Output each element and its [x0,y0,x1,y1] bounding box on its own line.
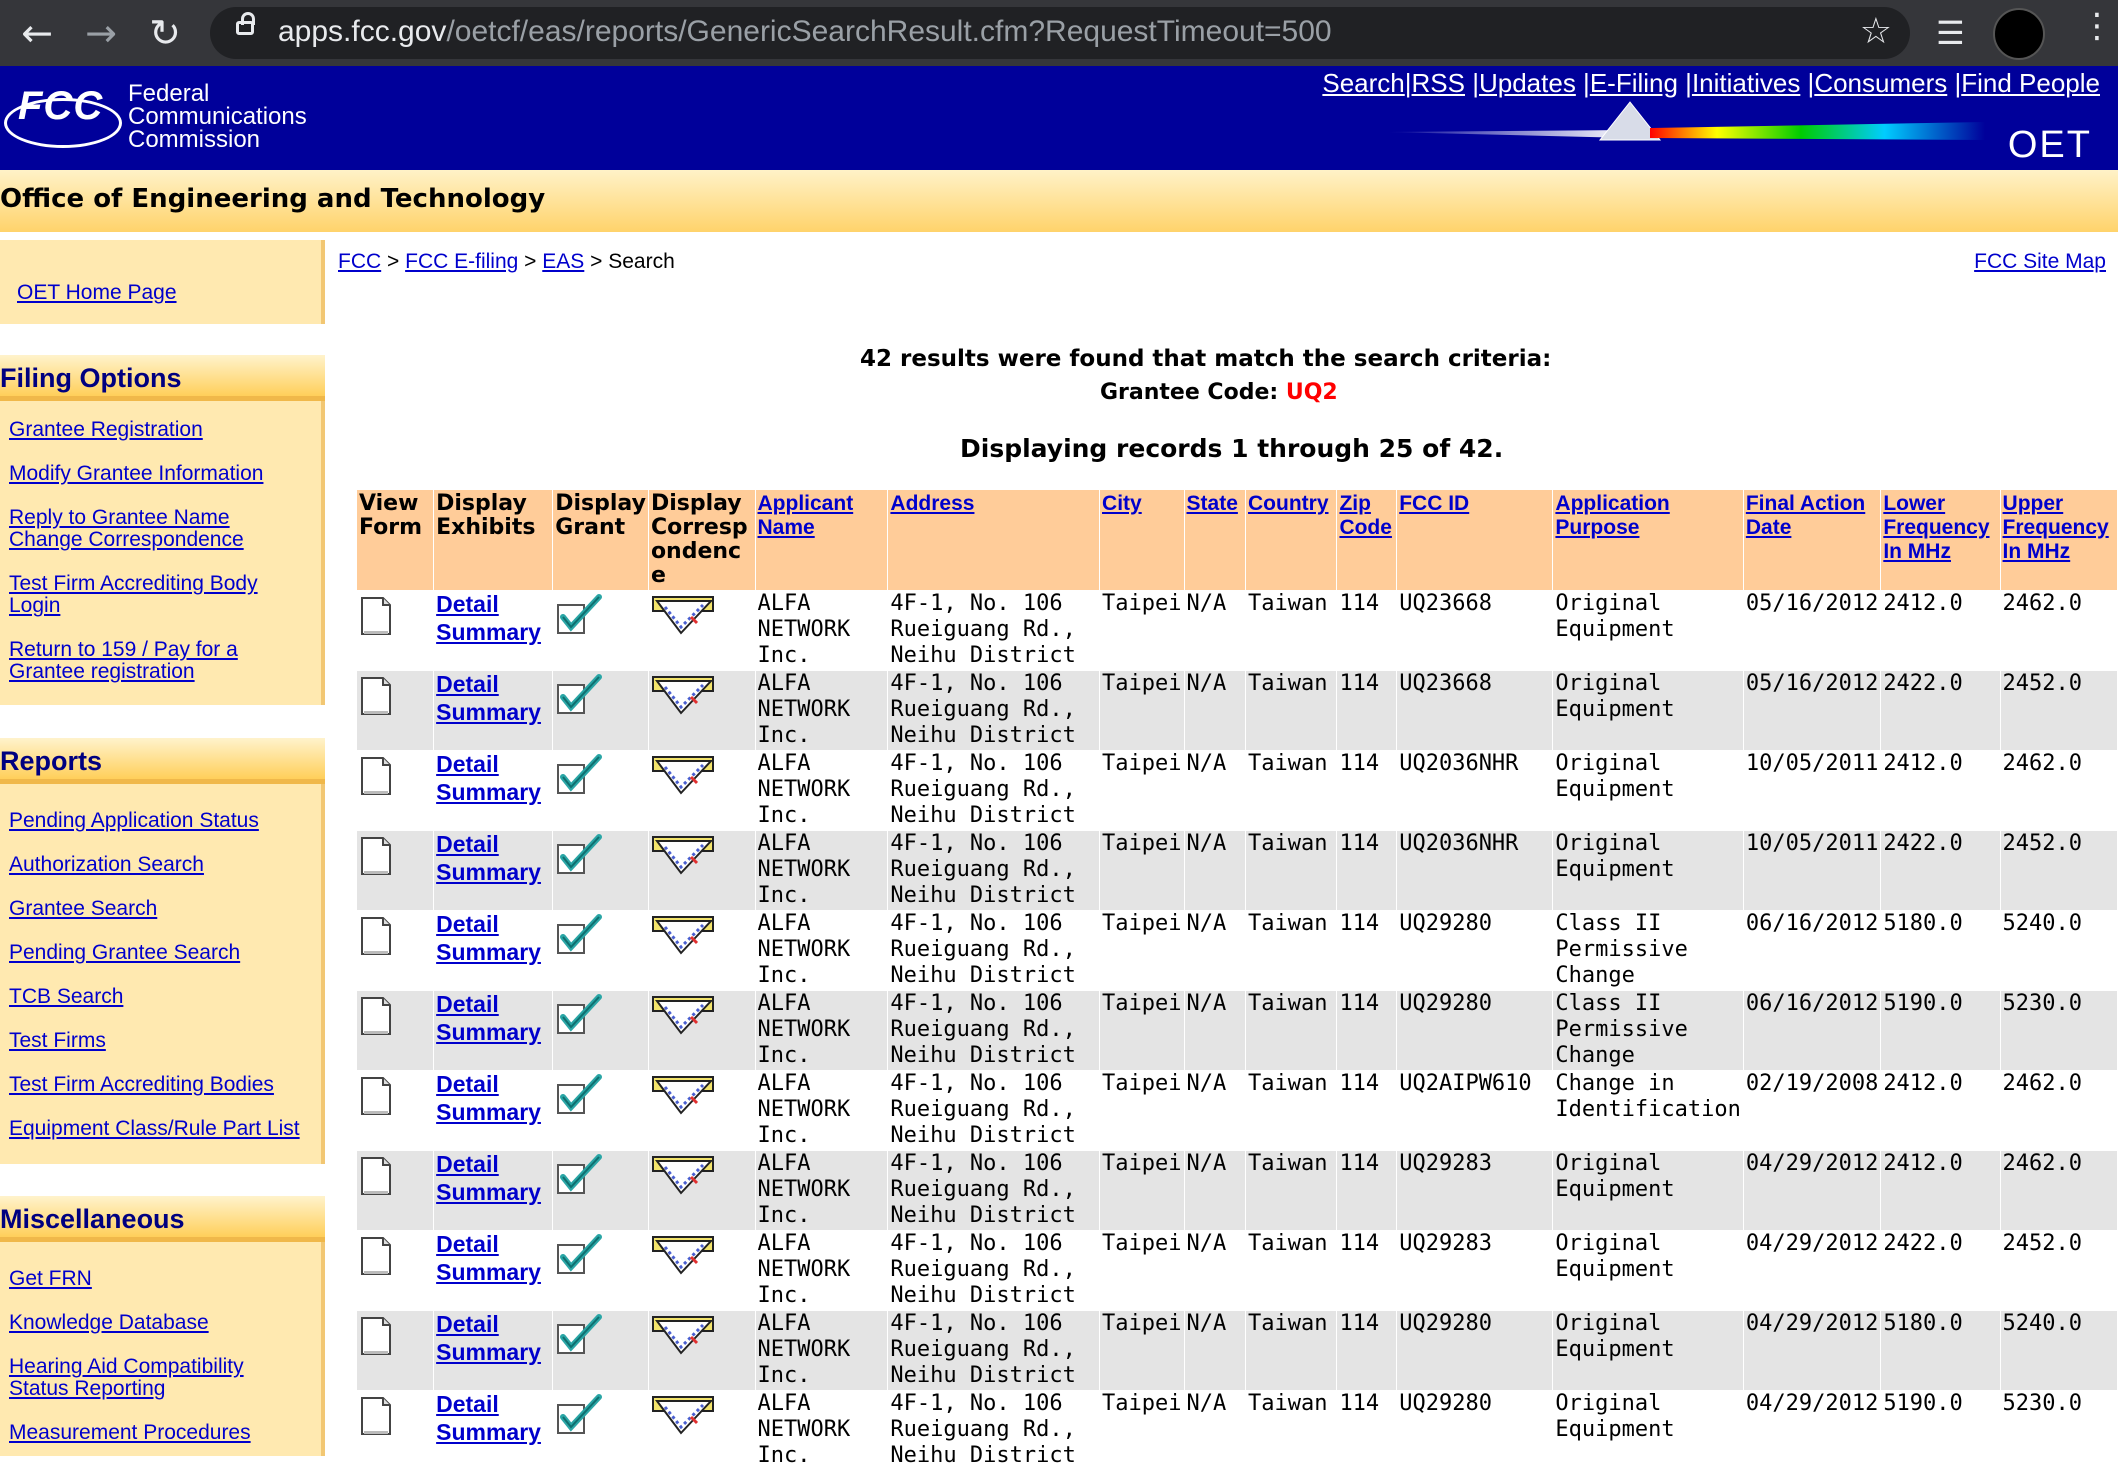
fcc-id-cell: UQ29283 [1397,1151,1553,1231]
correspondence-cell [648,911,755,991]
address-cell: 4F-1, No. 106 Rueiguang Rd., Neihu District [888,831,1100,911]
correspondence-envelope-icon[interactable] [651,1153,717,1199]
table-row [357,1231,2118,1311]
col-display-exhibits: Display Exhibits [434,490,553,591]
grant-cell [553,991,649,1071]
exhibits-cell [434,591,553,671]
exhibits-cell [434,751,553,831]
address-cell: 4F-1, No. 106 Rueiguang Rd., Neihu District [888,1071,1100,1151]
results-header-row [357,490,2118,591]
detail-summary-link[interactable]: Detail Summary [436,591,541,645]
correspondence-cell [648,831,755,911]
state-cell: N/A [1184,591,1246,671]
purpose-cell: Original Equipment [1553,1231,1743,1311]
final-date-cell: 04/29/2012 [1743,1151,1880,1231]
address-cell: 4F-1, No. 106 Rueiguang Rd., Neihu District [888,1391,1100,1471]
view-form-icon[interactable] [359,755,393,797]
view-form-cell [357,591,434,671]
top-nav-links: Search|RSS |Updates |E-Filing |Initiatives |Consumers |Find People [1322,68,2100,98]
purpose-cell: Original Equipment [1553,831,1743,911]
correspondence-envelope-icon[interactable] [651,1313,717,1359]
fcc-id-cell: UQ2AIPW610 [1397,1071,1553,1151]
view-form-icon[interactable] [359,1075,393,1117]
upper-freq-cell: 5230.0 [2000,1391,2117,1471]
country-cell: Taiwan [1246,1231,1337,1311]
view-form-cell [357,1071,434,1151]
upper-freq-cell: 2462.0 [2000,591,2117,671]
city-cell: Taipei [1100,751,1184,831]
correspondence-envelope-icon[interactable] [651,993,717,1039]
correspondence-envelope-icon[interactable] [651,673,717,719]
city-cell: Taipei [1100,591,1184,671]
exhibits-cell [434,1151,553,1231]
sort-state[interactable]: State [1186,492,1238,515]
table-row [357,991,2118,1071]
exhibits-cell [434,1231,553,1311]
lower-freq-cell: 2422.0 [1881,671,2000,751]
view-form-icon[interactable] [359,995,393,1037]
detail-summary-link[interactable]: Detail Summary [436,1231,541,1285]
prism-beam-graphic [1385,100,1985,148]
detail-summary-link[interactable]: Detail Summary [436,831,541,885]
exhibits-cell [434,831,553,911]
lower-freq-cell: 5180.0 [1881,1311,2000,1391]
applicant-cell: ALFA NETWORK Inc. [755,1391,888,1471]
grant-cell [553,1391,649,1471]
final-date-cell: 04/29/2012 [1743,1311,1880,1391]
upper-freq-cell: 5240.0 [2000,1311,2117,1391]
applicant-cell: ALFA NETWORK Inc. [755,751,888,831]
grant-cell [553,831,649,911]
city-cell: Taipei [1100,1231,1184,1311]
fcc-id-cell: UQ2036NHR [1397,831,1553,911]
applicant-cell: ALFA NETWORK Inc. [755,671,888,751]
exhibits-cell [434,1391,553,1471]
sidebar-item-equipment-class[interactable]: Equipment Class/Rule Part List [9,1117,300,1140]
lower-freq-cell: 5180.0 [1881,911,2000,991]
sidebar-item-measurement[interactable]: Measurement Procedures [9,1421,251,1444]
final-date-cell: 04/29/2012 [1743,1391,1880,1471]
sidebar-item-knowledge-db[interactable]: Knowledge Database [9,1311,209,1334]
view-form-cell [357,1151,434,1231]
view-form-icon[interactable] [359,1395,393,1437]
applicant-cell: ALFA NETWORK Inc. [755,1311,888,1391]
forward-arrow-icon[interactable]: → [85,11,117,55]
city-cell: Taipei [1100,991,1184,1071]
top-link-find-people[interactable]: Find People [1961,68,2100,98]
exhibits-cell [434,671,553,751]
lower-freq-cell: 5190.0 [1881,1391,2000,1471]
top-link-rss[interactable]: RSS [1411,68,1465,98]
sidebar-item-grantee-search[interactable]: Grantee Search [9,897,158,920]
lower-freq-cell: 2412.0 [1881,1151,2000,1231]
sidebar-oet-home[interactable]: OET Home Page [17,281,177,304]
correspondence-cell [648,671,755,751]
detail-summary-link[interactable]: Detail Summary [436,1391,541,1445]
reload-icon[interactable]: ↻ [149,11,181,55]
table-row [357,1071,2118,1151]
fcc-id-cell: UQ29283 [1397,1231,1553,1311]
city-cell: Taipei [1100,1151,1184,1231]
country-cell: Taiwan [1246,671,1337,751]
state-cell: N/A [1184,671,1246,751]
sidebar-item-return-159[interactable]: Return to 159 / Pay for a Grantee registration [9,638,238,683]
country-cell: Taiwan [1246,991,1337,1071]
fcc-id-cell: UQ23668 [1397,671,1553,751]
applicant-cell: ALFA NETWORK Inc. [755,991,888,1071]
sidebar-heading-reports: Reports [0,738,325,784]
display-records-text: Displaying records 1 through 25 of 42. [960,434,1504,463]
view-form-icon[interactable] [359,595,393,637]
sort-upper-frequency[interactable]: Upper Frequency In MHz [2002,492,2109,563]
city-cell: Taipei [1100,911,1184,991]
col-view-form: View Form [357,490,434,591]
zip-cell: 114 [1337,911,1397,991]
country-cell: Taiwan [1246,831,1337,911]
office-title: Office of Engineering and Technology [0,184,546,214]
url-text: apps.fcc.gov/oetcf/eas/reports/GenericSearchResult.cfm?RequestTimeout=500 [278,15,1332,48]
grant-cell [553,751,649,831]
view-form-cell [357,671,434,751]
view-form-cell [357,1231,434,1311]
zip-cell: 114 [1337,1231,1397,1311]
sidebar-item-reply-grantee-name[interactable]: Reply to Grantee Name Change Correspondence [9,506,244,551]
sort-applicant-name[interactable]: Applicant Name [757,492,854,539]
country-cell: Taiwan [1246,911,1337,991]
breadcrumb-fcc[interactable]: FCC [338,250,382,273]
purpose-cell: Original Equipment [1553,1151,1743,1231]
col-display-correspondence: Display Correspondence [648,490,755,591]
zip-cell: 114 [1337,991,1397,1071]
exhibits-cell [434,991,553,1071]
sort-application-purpose[interactable]: Application Purpose [1555,492,1670,539]
correspondence-envelope-icon[interactable] [651,1073,717,1119]
sidebar-item-hearing-aid[interactable]: Hearing Aid Compatibility Status Reporting [9,1355,244,1400]
correspondence-cell [648,591,755,671]
purpose-cell: Original Equipment [1553,1311,1743,1391]
zip-cell: 114 [1337,1311,1397,1391]
display-grant-icon[interactable] [555,1153,603,1197]
breadcrumb-eas[interactable]: EAS [542,250,585,273]
final-date-cell: 05/16/2012 [1743,671,1880,751]
country-cell: Taiwan [1246,1071,1337,1151]
view-form-cell [357,751,434,831]
purpose-cell: Class II Permissive Change [1553,911,1743,991]
upper-freq-cell: 2462.0 [2000,1071,2117,1151]
display-grant-icon[interactable] [555,993,603,1037]
correspondence-cell [648,1151,755,1231]
fcc-id-cell: UQ29280 [1397,991,1553,1071]
correspondence-envelope-icon[interactable] [651,753,717,799]
breadcrumb: FCC > FCC E-filing > EAS > Search [338,250,675,273]
fcc-id-cell: UQ23668 [1397,591,1553,671]
sidebar-item-test-firm-login[interactable]: Test Firm Accrediting Body Login [9,572,258,617]
top-link-efiling[interactable]: E-Filing [1589,68,1678,98]
zip-cell: 114 [1337,591,1397,671]
address-cell: 4F-1, No. 106 Rueiguang Rd., Neihu District [888,751,1100,831]
top-link-search[interactable]: Search [1322,68,1405,98]
sidebar-item-test-firm-bodies[interactable]: Test Firm Accrediting Bodies [9,1073,274,1096]
state-cell: N/A [1184,991,1246,1071]
detail-summary-link[interactable]: Detail Summary [436,1311,541,1365]
address-cell: 4F-1, No. 106 Rueiguang Rd., Neihu District [888,991,1100,1071]
zip-cell: 114 [1337,1071,1397,1151]
purpose-cell: Original Equipment [1553,591,1743,671]
grant-cell [553,591,649,671]
applicant-cell: ALFA NETWORK Inc. [755,1231,888,1311]
upper-freq-cell: 2452.0 [2000,671,2117,751]
grantee-code-value: UQ2 [1285,380,1338,405]
sidebar-filing-options [0,401,325,705]
exhibits-cell [434,1311,553,1391]
correspondence-envelope-icon[interactable] [651,1393,717,1439]
purpose-cell: Class II Permissive Change [1553,991,1743,1071]
upper-freq-cell: 2452.0 [2000,831,2117,911]
grant-cell [553,671,649,751]
sort-country[interactable]: Country [1248,492,1329,515]
upper-freq-cell: 2462.0 [2000,751,2117,831]
state-cell: N/A [1184,911,1246,991]
address-cell: 4F-1, No. 106 Rueiguang Rd., Neihu District [888,1231,1100,1311]
top-link-updates[interactable]: Updates [1478,68,1576,98]
results-body [357,591,2118,1471]
applicant-cell: ALFA NETWORK Inc. [755,831,888,911]
sidebar-item-authorization-search[interactable]: Authorization Search [9,853,204,876]
sidebar-miscellaneous [0,1242,325,1456]
table-row [357,831,2118,911]
oet-logo: OET [2007,124,2092,166]
grant-cell [553,1071,649,1151]
sort-final-action-date[interactable]: Final Action Date [1745,492,1866,539]
correspondence-cell [648,1391,755,1471]
applicant-cell: ALFA NETWORK Inc. [755,911,888,991]
sort-fcc-id[interactable]: FCC ID [1399,492,1470,515]
table-row [357,1391,2118,1471]
display-grant-icon[interactable] [555,1073,603,1117]
country-cell: Taiwan [1246,751,1337,831]
lower-freq-cell: 2422.0 [1881,831,2000,911]
correspondence-envelope-icon[interactable] [651,913,717,959]
sort-zip-code[interactable]: Zip Code [1339,492,1392,539]
final-date-cell: 10/05/2011 [1743,751,1880,831]
final-date-cell: 06/16/2012 [1743,911,1880,991]
state-cell: N/A [1184,751,1246,831]
profile-avatar[interactable] [1993,8,2045,60]
view-form-cell [357,911,434,991]
grant-cell [553,911,649,991]
detail-summary-link[interactable]: Detail Summary [436,671,541,725]
display-grant-icon[interactable] [555,673,603,717]
sidebar-heading-misc: Miscellaneous [0,1196,325,1242]
city-cell: Taipei [1100,831,1184,911]
country-cell: Taiwan [1246,1151,1337,1231]
state-cell: N/A [1184,1311,1246,1391]
lower-freq-cell: 2412.0 [1881,1071,2000,1151]
sidebar-item-test-firms[interactable]: Test Firms [9,1029,106,1052]
display-grant-icon[interactable] [555,833,603,877]
zip-cell: 114 [1337,1151,1397,1231]
site-map-link[interactable]: FCC Site Map [1974,250,2106,273]
grantee-code-line: Grantee Code: UQ2 [1100,380,1338,405]
view-form-cell [357,831,434,911]
lower-freq-cell: 5190.0 [1881,991,2000,1071]
correspondence-cell [648,1311,755,1391]
correspondence-envelope-icon[interactable] [651,593,717,639]
state-cell: N/A [1184,1231,1246,1311]
sidebar-item-pending-status[interactable]: Pending Application Status [9,809,259,832]
correspondence-envelope-icon[interactable] [651,833,717,879]
upper-freq-cell: 2452.0 [2000,1231,2117,1311]
final-date-cell: 05/16/2012 [1743,591,1880,671]
correspondence-envelope-icon[interactable] [651,1233,717,1279]
fcc-id-cell: UQ2036NHR [1397,751,1553,831]
breadcrumb-current: Search [608,250,675,273]
bookmark-star-icon[interactable]: ☆ [1859,11,1892,52]
view-form-icon[interactable] [359,915,393,957]
state-cell: N/A [1184,1071,1246,1151]
display-grant-icon[interactable] [555,913,603,957]
applicant-cell: ALFA NETWORK Inc. [755,591,888,671]
city-cell: Taipei [1100,1071,1184,1151]
sidebar-home-box [0,240,325,324]
display-grant-icon[interactable] [555,1233,603,1277]
purpose-cell: Original Equipment [1553,751,1743,831]
sidebar-item-tcb-search[interactable]: TCB Search [9,985,124,1008]
purpose-cell: Change in Identification [1553,1071,1743,1151]
applicant-cell: ALFA NETWORK Inc. [755,1071,888,1151]
city-cell: Taipei [1100,671,1184,751]
upper-freq-cell: 5230.0 [2000,991,2117,1071]
address-cell: 4F-1, No. 106 Rueiguang Rd., Neihu District [888,911,1100,991]
address-cell: 4F-1, No. 106 Rueiguang Rd., Neihu District [888,1151,1100,1231]
exhibits-cell [434,911,553,991]
fcc-id-cell: UQ29280 [1397,1391,1553,1471]
table-row [357,911,2118,991]
final-date-cell: 10/05/2011 [1743,831,1880,911]
display-grant-icon[interactable] [555,753,603,797]
grant-cell [553,1231,649,1311]
view-form-icon[interactable] [359,1315,393,1357]
detail-summary-link[interactable]: Detail Summary [436,911,541,965]
results-table [356,489,2118,1471]
upper-freq-cell: 5240.0 [2000,911,2117,991]
sort-city[interactable]: City [1102,492,1142,515]
display-grant-icon[interactable] [555,1313,603,1357]
correspondence-cell [648,1071,755,1151]
grant-cell [553,1311,649,1391]
table-row [357,591,2118,671]
lower-freq-cell: 2412.0 [1881,751,2000,831]
country-cell: Taiwan [1246,1391,1337,1471]
detail-summary-link[interactable]: Detail Summary [436,1151,541,1205]
table-row [357,1311,2118,1391]
state-cell: N/A [1184,1151,1246,1231]
browser-toolbar [0,0,2118,66]
grant-cell [553,1151,649,1231]
lock-icon [236,21,254,35]
fcc-id-cell: UQ29280 [1397,1311,1553,1391]
results-summary: 42 results were found that match the search criteria: [860,346,1552,372]
detail-summary-link[interactable]: Detail Summary [436,991,541,1045]
applicant-cell: ALFA NETWORK Inc. [755,1151,888,1231]
address-bar[interactable] [210,7,1910,59]
sort-lower-frequency[interactable]: Lower Frequency In MHz [1883,492,1990,563]
state-cell: N/A [1184,1391,1246,1471]
view-form-icon[interactable] [359,1155,393,1197]
view-form-icon[interactable] [359,1235,393,1277]
sidebar-item-get-frn[interactable]: Get FRN [9,1267,92,1290]
sidebar-heading-filing: Filing Options [0,355,325,401]
office-bar [0,170,2118,232]
address-cell: 4F-1, No. 106 Rueiguang Rd., Neihu District [888,591,1100,671]
final-date-cell: 06/16/2012 [1743,991,1880,1071]
fcc-logo[interactable]: FCC [18,84,104,128]
upper-freq-cell: 2462.0 [2000,1151,2117,1231]
view-form-cell [357,991,434,1071]
zip-cell: 114 [1337,671,1397,751]
col-display-grant: Display Grant [553,490,649,591]
country-cell: Taiwan [1246,1311,1337,1391]
view-form-cell [357,1311,434,1391]
breadcrumb-fcc-efiling[interactable]: FCC E-filing [405,250,519,273]
correspondence-cell [648,991,755,1071]
sidebar-item-grantee-registration[interactable]: Grantee Registration [9,418,203,441]
top-link-consumers[interactable]: Consumers [1814,68,1948,98]
menu-dots-icon[interactable]: ⋮ [2080,6,2114,46]
view-form-icon[interactable] [359,835,393,877]
media-queue-icon[interactable]: ☰ [1936,14,1965,52]
display-grant-icon[interactable] [555,1393,603,1437]
purpose-cell: Original Equipment [1553,1391,1743,1471]
view-form-cell [357,1391,434,1471]
sort-address[interactable]: Address [890,492,975,515]
final-date-cell: 02/19/2008 [1743,1071,1880,1151]
zip-cell: 114 [1337,1391,1397,1471]
detail-summary-link[interactable]: Detail Summary [436,1071,541,1125]
exhibits-cell [434,1071,553,1151]
back-arrow-icon[interactable]: ← [21,11,53,55]
sidebar-item-modify-grantee[interactable]: Modify Grantee Information [9,462,264,485]
state-cell: N/A [1184,831,1246,911]
zip-cell: 114 [1337,751,1397,831]
address-cell: 4F-1, No. 106 Rueiguang Rd., Neihu District [888,671,1100,751]
sidebar-item-pending-grantee-search[interactable]: Pending Grantee Search [9,941,241,964]
city-cell: Taipei [1100,1311,1184,1391]
top-link-initiatives[interactable]: Initiatives [1691,68,1801,98]
lower-freq-cell: 2422.0 [1881,1231,2000,1311]
zip-cell: 114 [1337,831,1397,911]
purpose-cell: Original Equipment [1553,671,1743,751]
table-row [357,1151,2118,1231]
correspondence-cell [648,751,755,831]
sidebar-reports [0,784,325,1164]
agency-name: Federal Communications Commission [128,80,307,153]
lower-freq-cell: 2412.0 [1881,591,2000,671]
final-date-cell: 04/29/2012 [1743,1231,1880,1311]
table-row [357,671,2118,751]
view-form-icon[interactable] [359,675,393,717]
detail-summary-link[interactable]: Detail Summary [436,751,541,805]
city-cell: Taipei [1100,1391,1184,1471]
table-row [357,751,2118,831]
address-cell: 4F-1, No. 106 Rueiguang Rd., Neihu District [888,1311,1100,1391]
country-cell: Taiwan [1246,591,1337,671]
correspondence-cell [648,1231,755,1311]
fcc-id-cell: UQ29280 [1397,911,1553,991]
display-grant-icon[interactable] [555,593,603,637]
